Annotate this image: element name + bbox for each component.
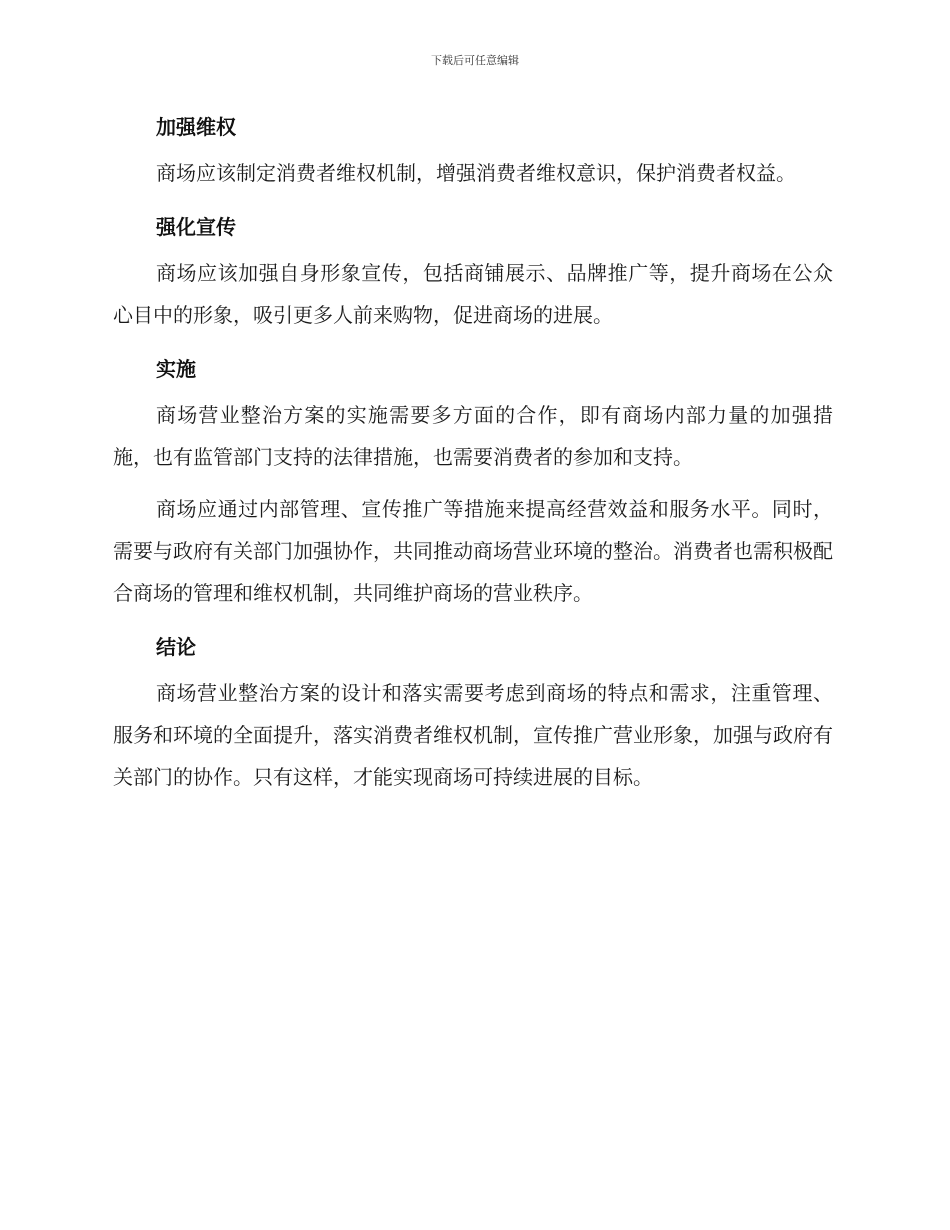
section-paragraph: 商场营业整治方案的设计和落实需要考虑到商场的特点和需求，注重管理、服务和环境的全面提升，落实消费者维权机制，宣传推广营业形象，加强与政府有关部门的协作。只有这样，才能实现商场可持续进展的目标。 bbox=[113, 681, 833, 789]
section-heading-implementation: 实施 bbox=[156, 357, 196, 381]
page-header: 下载后可任意编辑 bbox=[431, 54, 519, 67]
section-paragraph: 商场应该制定消费者维权机制，增强消费者维权意识，保护消费者权益。 bbox=[156, 161, 796, 185]
document-body bbox=[113, 108, 833, 798]
section-paragraph: 商场应该加强自身形象宣传，包括商铺展示、品牌推广等，提升商场在公众心目中的形象，吸引更多人前来购物，促进商场的进展。 bbox=[113, 261, 833, 327]
section-heading-conclusion: 结论 bbox=[156, 635, 196, 659]
section-heading-rights: 加强维权 bbox=[156, 115, 236, 139]
section-paragraph: 商场营业整治方案的实施需要多方面的合作，即有商场内部力量的加强措施，也有监管部门支持的法律措施，也需要消费者的参加和支持。 bbox=[113, 403, 833, 469]
section-paragraph: 商场应通过内部管理、宣传推广等措施来提高经营效益和服务水平。同时，需要与政府有关部门加强协作，共同推动商场营业环境的整治。消费者也需积极配合商场的管理和维权机制，共同维护商场的营业秩序。 bbox=[113, 497, 833, 605]
section-heading-publicity: 强化宣传 bbox=[156, 215, 236, 239]
